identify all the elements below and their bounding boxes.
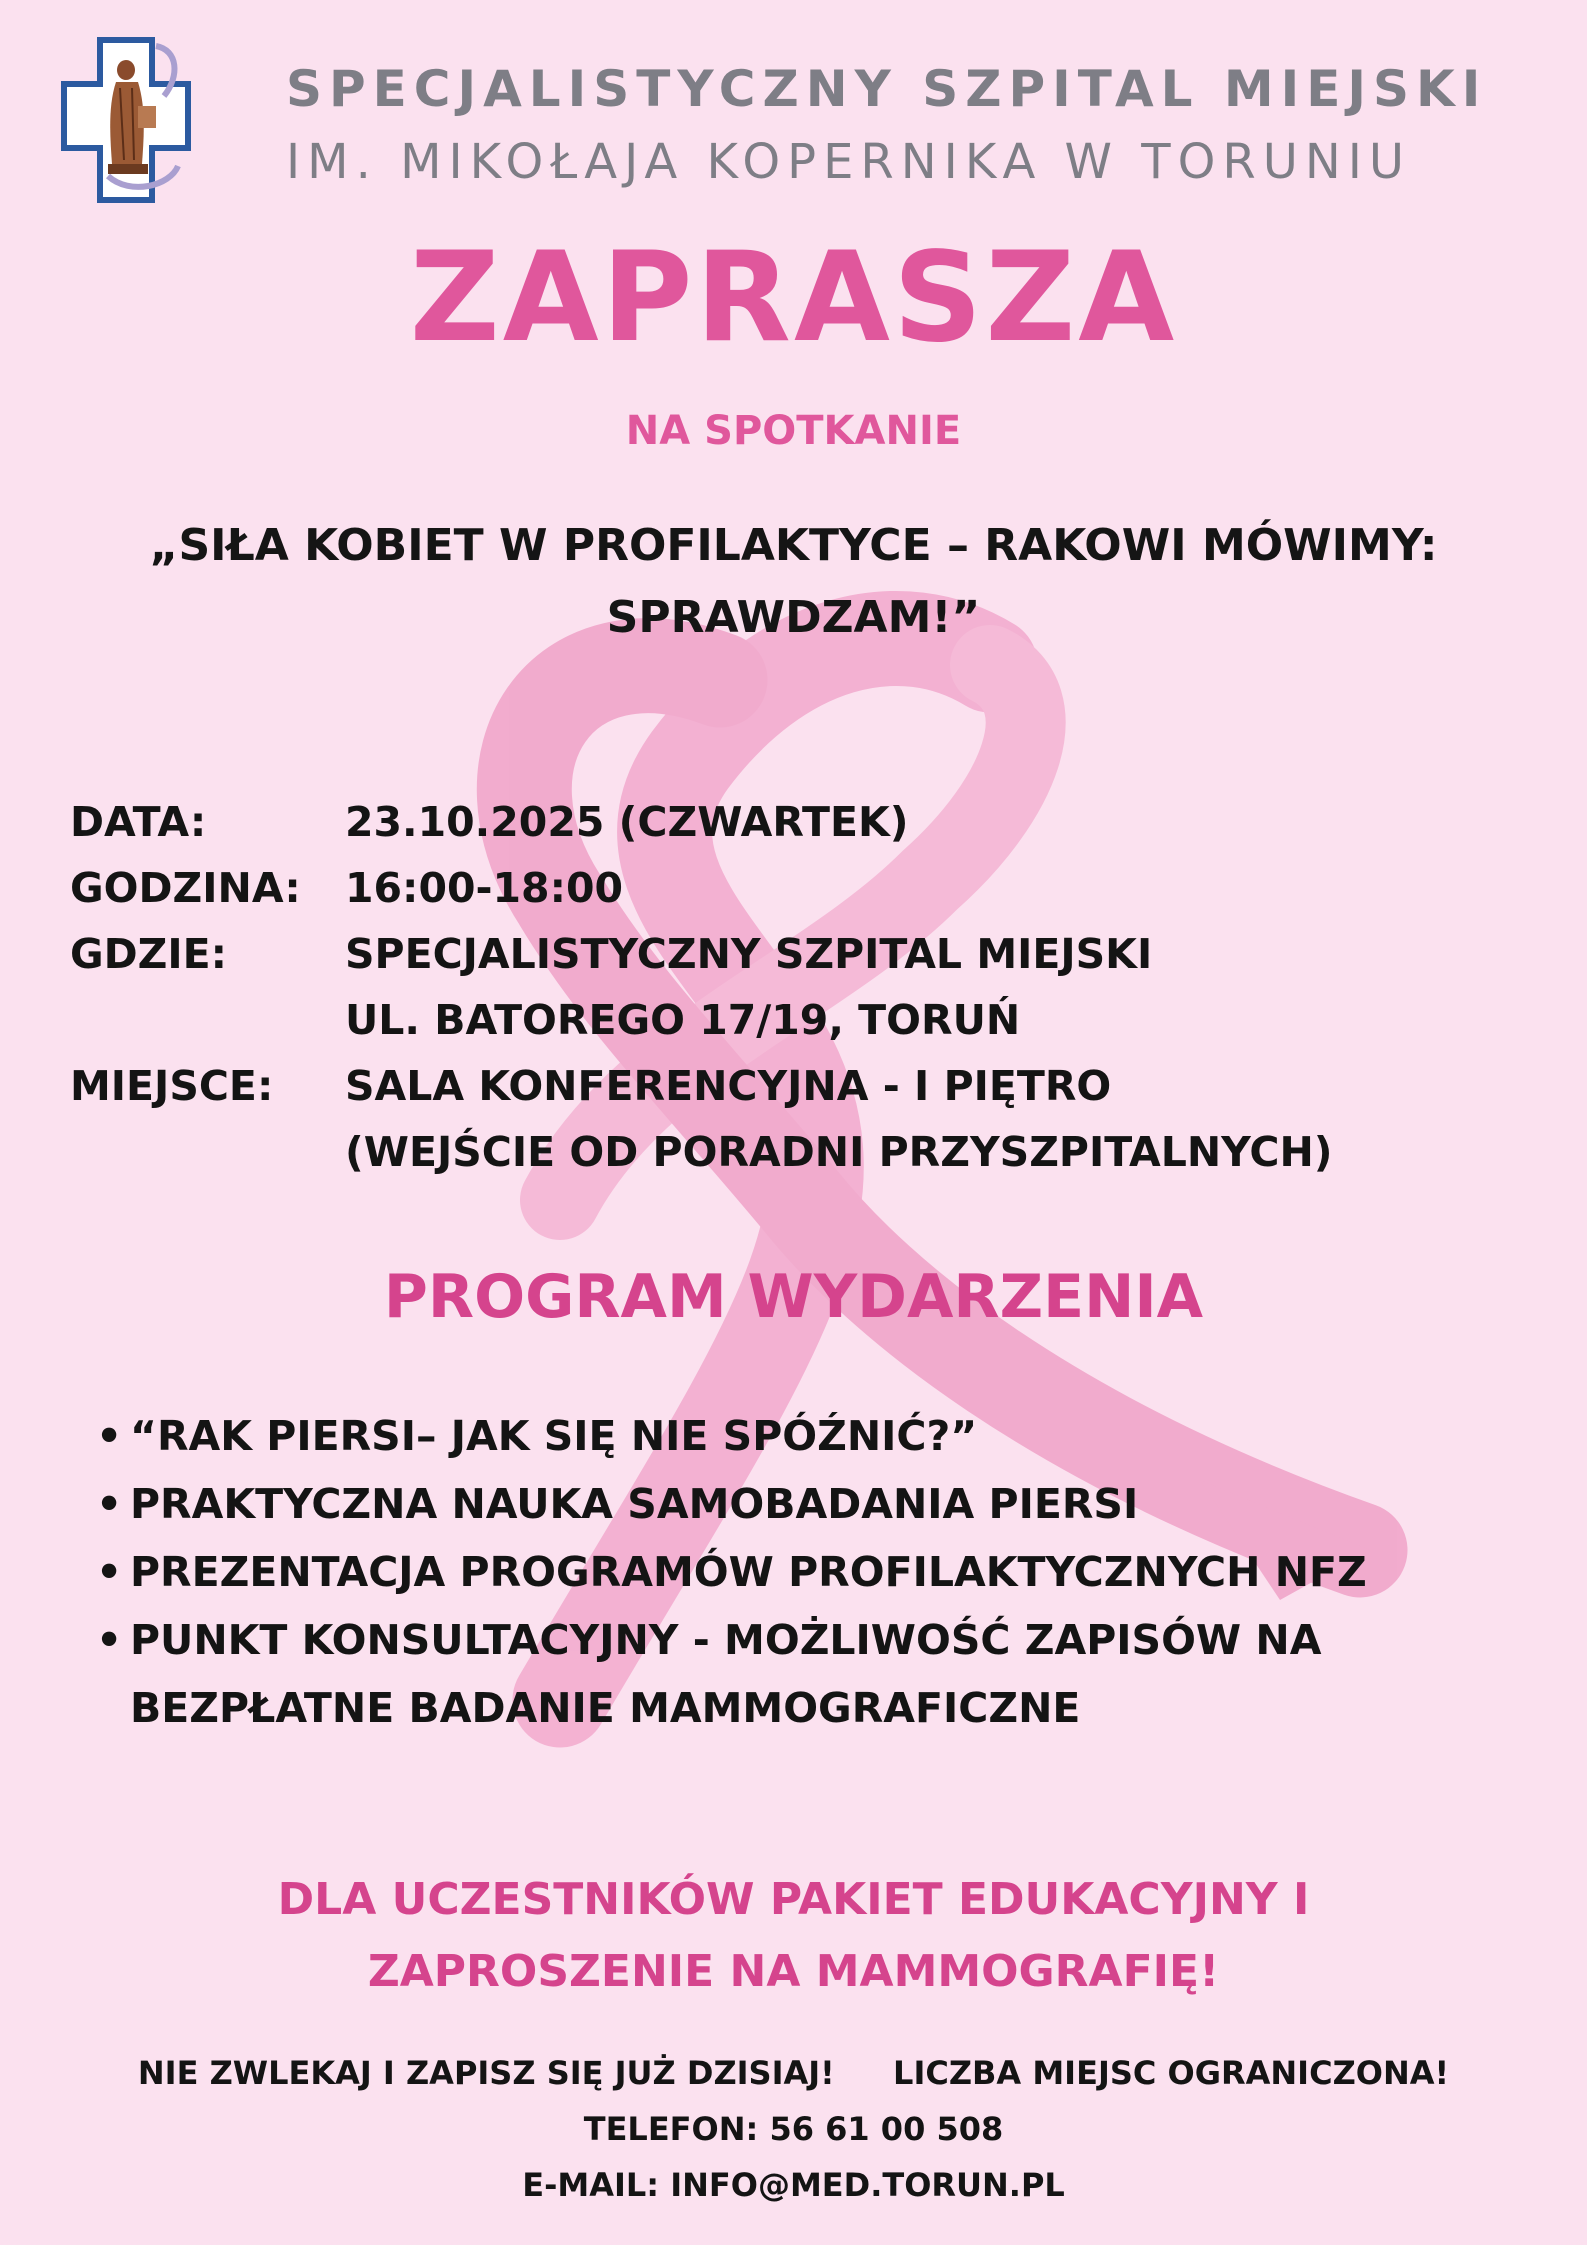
- place-value-line1: SALA KONFERENCYJNA - I PIĘTRO: [345, 1062, 1112, 1110]
- bullet: •: [96, 1480, 123, 1528]
- invite-headline: ZAPRASZA: [409, 226, 1178, 370]
- program-item-text: PRAKTYCZNA NAUKA SAMOBADANIA PIERSI: [130, 1480, 1139, 1528]
- where-label: GDZIE:: [70, 930, 228, 978]
- program-heading: PROGRAM WYDARZENIA: [383, 1262, 1204, 1332]
- where-value-line2: UL. BATOREGO 17/19, TORUŃ: [345, 996, 1021, 1044]
- list-item: [96, 1548, 1367, 1596]
- where-value-line1: SPECJALISTYCZNY SZPITAL MIEJSKI: [345, 930, 1153, 978]
- program-item-text: PREZENTACJA PROGRAMÓW PROFILAKTYCZNYCH NFZ: [130, 1548, 1367, 1596]
- bullet: •: [96, 1548, 123, 1596]
- promo-line1: DLA UCZESTNIKÓW PAKIET EDUKACYJNY I: [277, 1874, 1310, 1925]
- program-item-text: PUNKT KONSULTACYJNY - MOŻLIWOŚĆ ZAPISÓW NA: [130, 1616, 1322, 1664]
- time-label: GODZINA:: [70, 864, 301, 912]
- program-item-continuation: BEZPŁATNE BADANIE MAMMOGRAFICZNE: [130, 1684, 1081, 1732]
- date-label: DATA:: [70, 798, 207, 846]
- footer-signup-row: [0, 2054, 1587, 2092]
- promo-line2: ZAPROSZENIE NA MAMMOGRAFIĘ!: [367, 1946, 1220, 1997]
- time-value: 16:00-18:00: [345, 864, 624, 912]
- list-item: [96, 1616, 1321, 1664]
- hospital-cross-logo-icon: [60, 36, 192, 204]
- hospital-name: SPECJALISTYCZNY SZPITAL MIEJSKI: [286, 60, 1488, 118]
- list-item: [96, 1412, 977, 1460]
- email-address: E-MAIL: INFO@MED.TORUN.PL: [522, 2166, 1065, 2204]
- signup-text: NIE ZWLEKAJ I ZAPISZ SIĘ JUŻ DZISIAJ!: [137, 2054, 835, 2092]
- program-item-text: “RAK PIERSI– JAK SIĘ NIE SPÓŹNIĆ?”: [130, 1412, 978, 1460]
- list-item: [96, 1480, 1138, 1528]
- limited-seats-text: LICZBA MIEJSC OGRANICZONA!: [893, 2054, 1450, 2092]
- place-value-line2: (WEJŚCIE OD PORADNI PRZYSZPITALNYCH): [345, 1128, 1333, 1176]
- date-value: 23.10.2025 (CZWARTEK): [345, 798, 909, 846]
- bullet: •: [96, 1616, 123, 1664]
- hospital-patron: IM. MIKOŁAJA KOPERNIKA W TORUNIU: [286, 134, 1412, 190]
- phone-number: TELEFON: 56 61 00 508: [583, 2110, 1004, 2148]
- place-label: MIEJSCE:: [70, 1062, 274, 1110]
- bullet: •: [96, 1412, 123, 1460]
- invite-subheadline: NA SPOTKANIE: [625, 408, 962, 454]
- event-title-line2: SPRAWDZAM!”: [606, 592, 981, 643]
- event-title-line1: „SIŁA KOBIET W PROFILAKTYCE – RAKOWI MÓWIMY:: [149, 520, 1438, 571]
